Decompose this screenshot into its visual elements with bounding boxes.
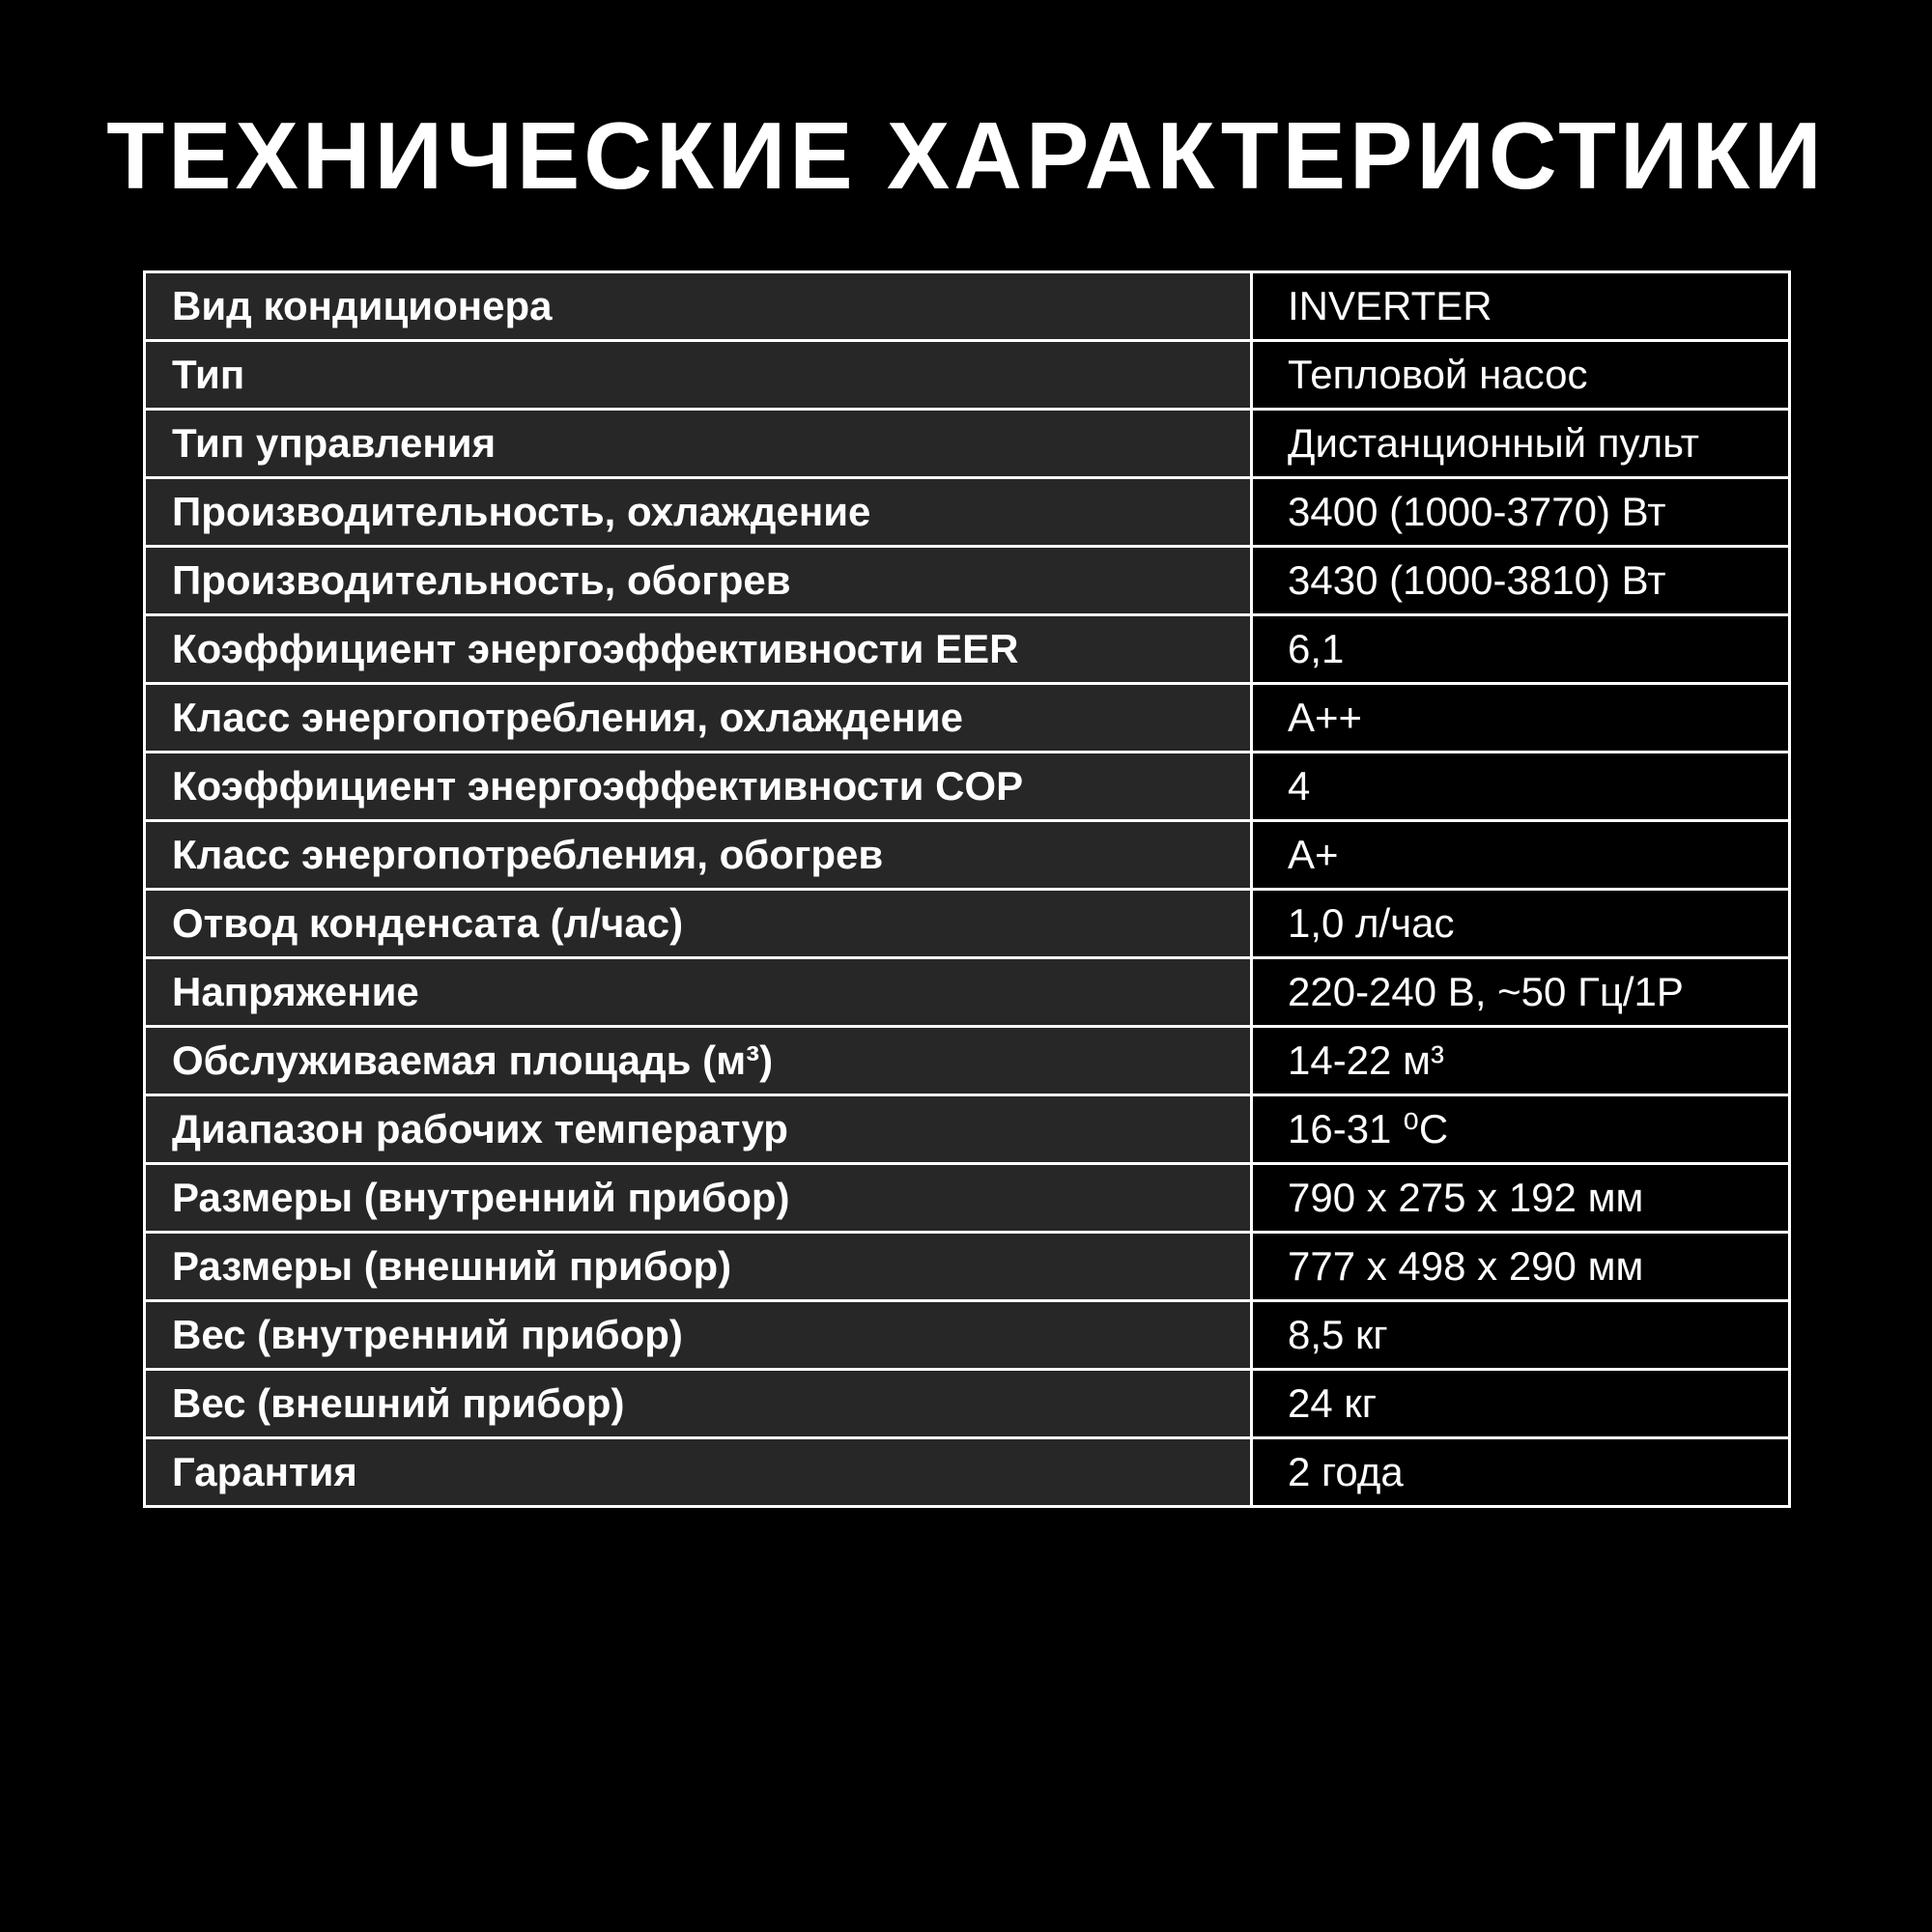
row-parameter: Коэффициент энергоэффективности EER xyxy=(145,615,1252,684)
row-value: 14-22 м³ xyxy=(1252,1027,1790,1095)
table-row xyxy=(145,547,1790,615)
row-parameter: Напряжение xyxy=(145,958,1252,1027)
row-value: INVERTER xyxy=(1252,272,1790,341)
row-parameter: Вид кондиционера xyxy=(145,272,1252,341)
table-row xyxy=(145,958,1790,1027)
row-value: Тепловой насос xyxy=(1252,341,1790,410)
row-parameter: Отвод конденсата (л/час) xyxy=(145,890,1252,958)
row-value: 220-240 В, ~50 Гц/1Р xyxy=(1252,958,1790,1027)
table-row xyxy=(145,1301,1790,1370)
row-value: Дистанционный пульт xyxy=(1252,410,1790,478)
table-row xyxy=(145,478,1790,547)
table-row xyxy=(145,272,1790,341)
table-row xyxy=(145,615,1790,684)
table-row xyxy=(145,1233,1790,1301)
page-title: ТЕХНИЧЕСКИЕ ХАРАКТЕРИСТИКИ xyxy=(106,102,1826,209)
table-row xyxy=(145,821,1790,890)
row-value: 3400 (1000-3770) Вт xyxy=(1252,478,1790,547)
row-parameter: Тип управления xyxy=(145,410,1252,478)
table-row xyxy=(145,1370,1790,1438)
row-parameter: Тип xyxy=(145,341,1252,410)
row-value: 6,1 xyxy=(1252,615,1790,684)
row-parameter: Производительность, обогрев xyxy=(145,547,1252,615)
table-row xyxy=(145,1438,1790,1507)
row-parameter: Обслуживаемая площадь (м³) xyxy=(145,1027,1252,1095)
table-row xyxy=(145,684,1790,753)
specifications-table xyxy=(143,270,1791,1508)
row-parameter: Размеры (внутренний прибор) xyxy=(145,1164,1252,1233)
row-value: 8,5 кг xyxy=(1252,1301,1790,1370)
table-row xyxy=(145,1164,1790,1233)
row-parameter: Класс энергопотребления, охлаждение xyxy=(145,684,1252,753)
row-parameter: Производительность, охлаждение xyxy=(145,478,1252,547)
row-parameter: Вес (внутренний прибор) xyxy=(145,1301,1252,1370)
table-row xyxy=(145,410,1790,478)
row-parameter: Размеры (внешний прибор) xyxy=(145,1233,1252,1301)
row-value: 24 кг xyxy=(1252,1370,1790,1438)
row-parameter: Класс энергопотребления, обогрев xyxy=(145,821,1252,890)
row-parameter: Коэффициент энергоэффективности COP xyxy=(145,753,1252,821)
table-row xyxy=(145,890,1790,958)
row-value: A+ xyxy=(1252,821,1790,890)
table-row xyxy=(145,753,1790,821)
table-row xyxy=(145,341,1790,410)
row-value: 16-31 ⁰С xyxy=(1252,1095,1790,1164)
row-value: 2 года xyxy=(1252,1438,1790,1507)
table-row xyxy=(145,1027,1790,1095)
row-value: 4 xyxy=(1252,753,1790,821)
row-parameter: Вес (внешний прибор) xyxy=(145,1370,1252,1438)
row-value: 3430 (1000-3810) Вт xyxy=(1252,547,1790,615)
row-value: 777 х 498 х 290 мм xyxy=(1252,1233,1790,1301)
row-parameter: Гарантия xyxy=(145,1438,1252,1507)
row-value: A++ xyxy=(1252,684,1790,753)
row-value: 1,0 л/час xyxy=(1252,890,1790,958)
row-parameter: Диапазон рабочих температур xyxy=(145,1095,1252,1164)
table-row xyxy=(145,1095,1790,1164)
row-value: 790 х 275 х 192 мм xyxy=(1252,1164,1790,1233)
